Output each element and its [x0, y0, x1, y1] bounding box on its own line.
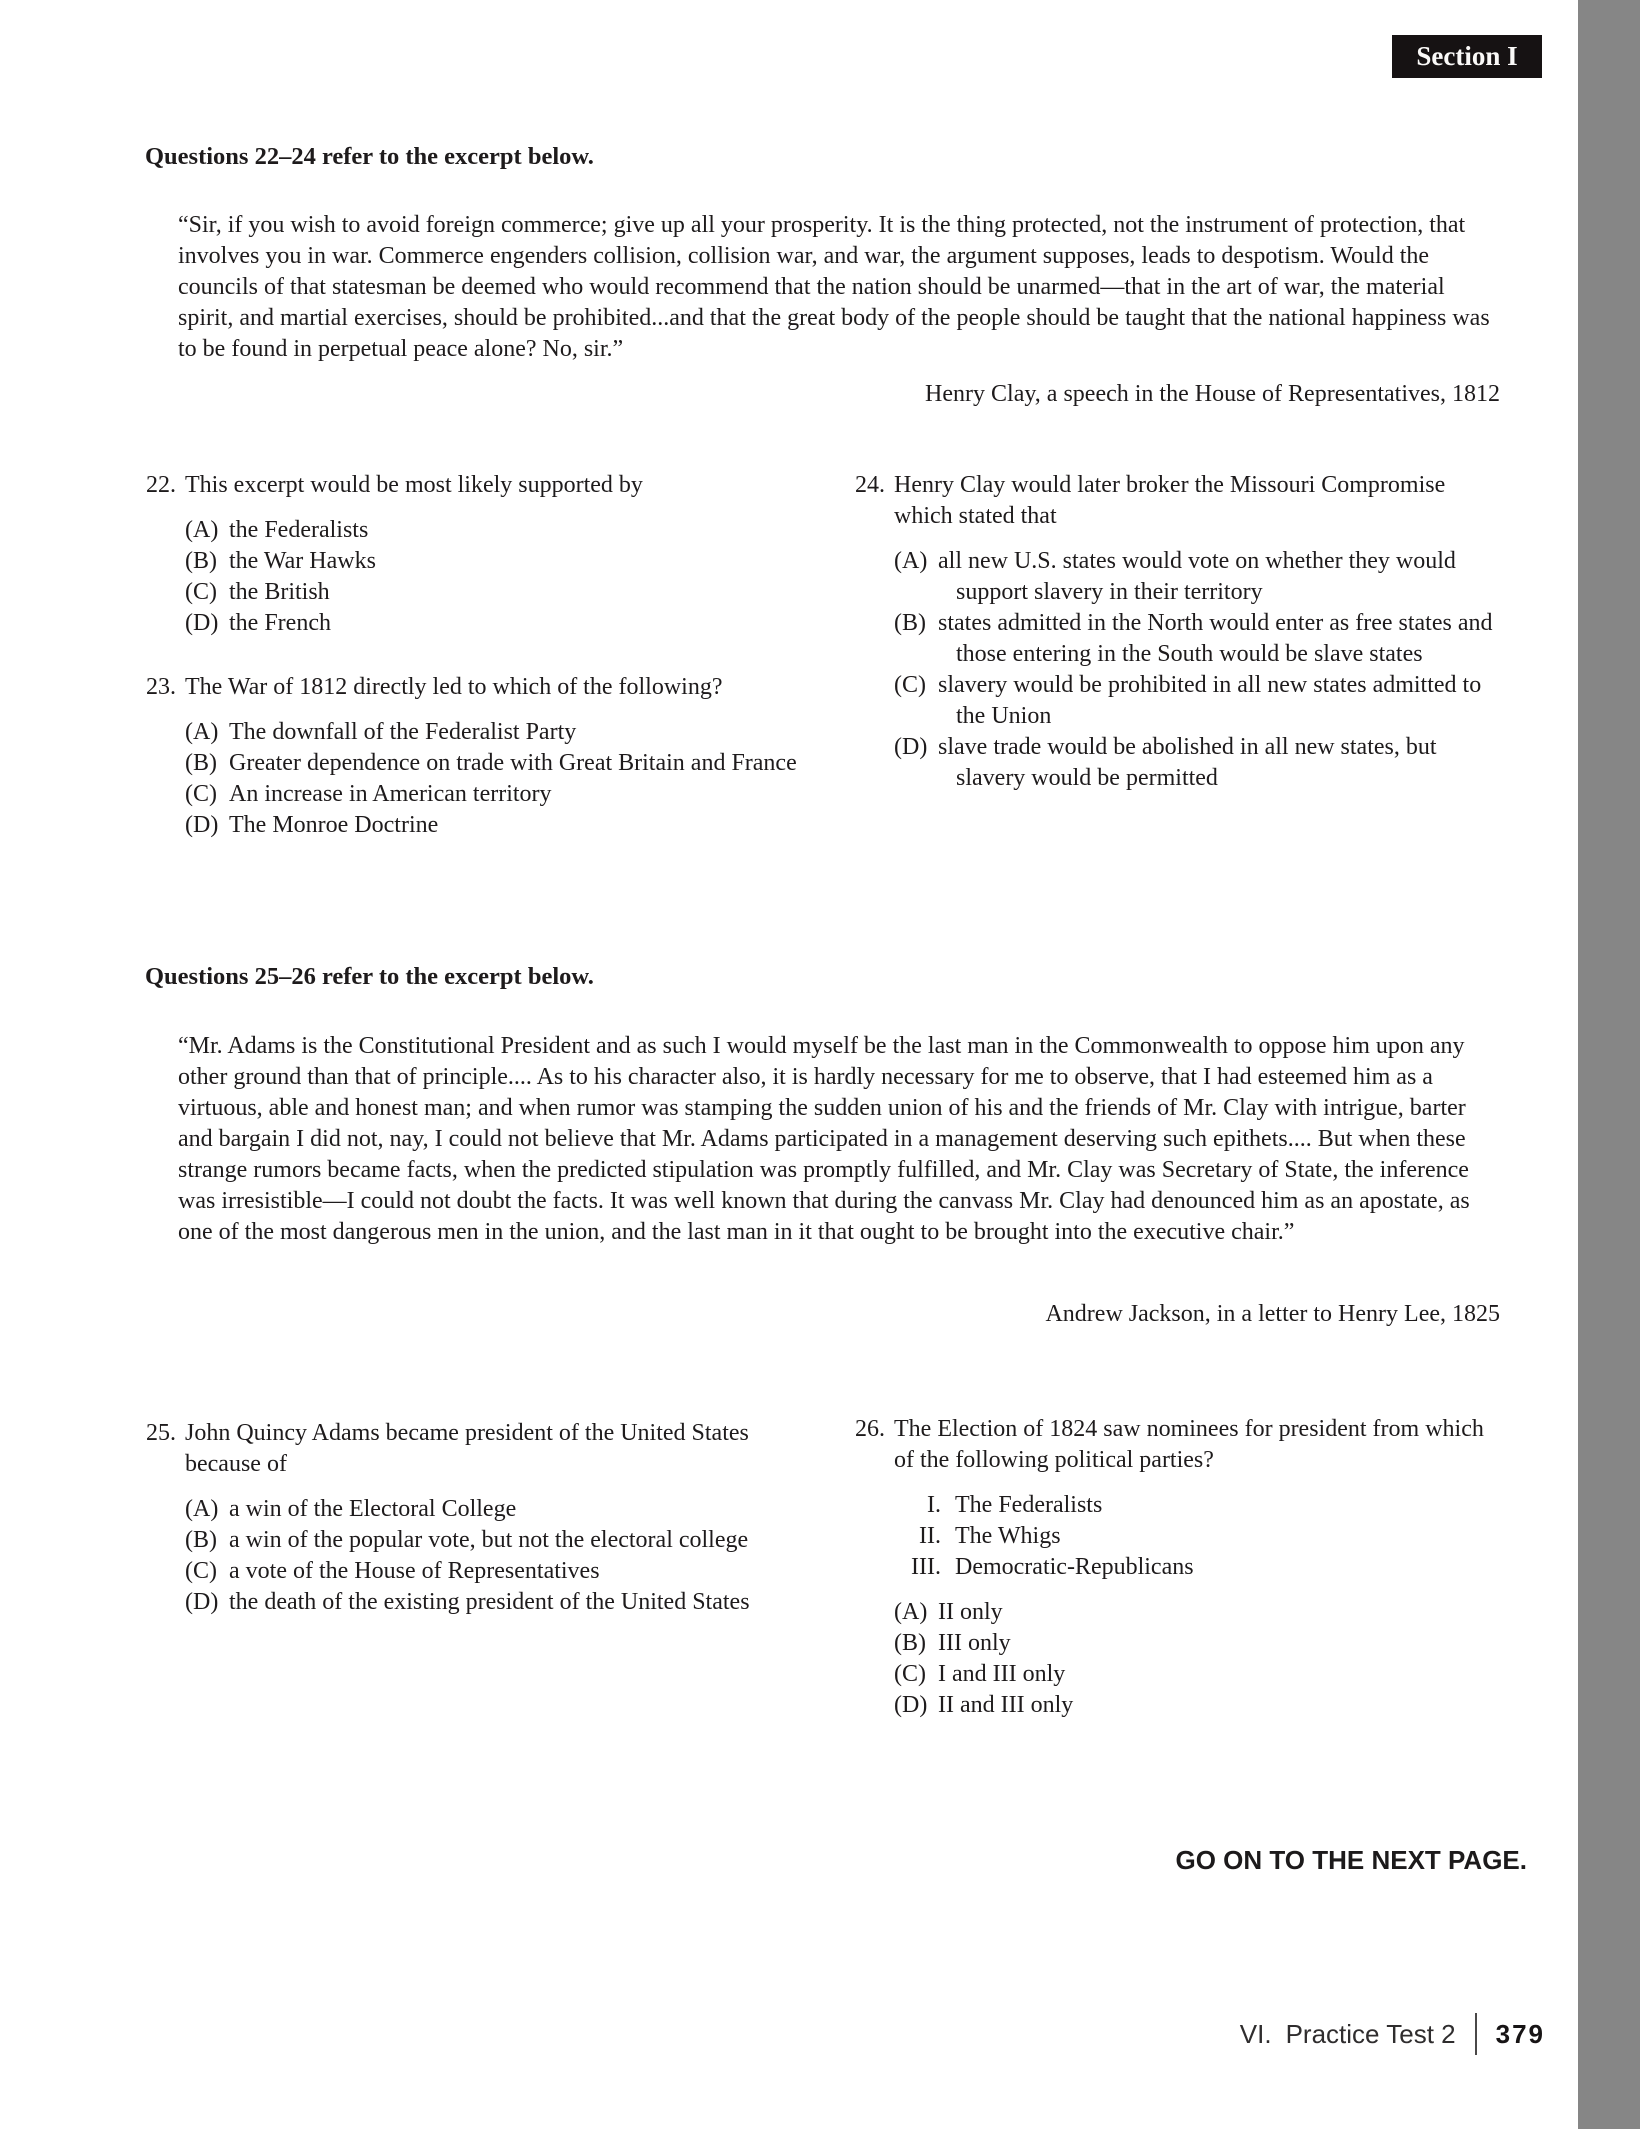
choice-label: (D): [185, 610, 219, 636]
answer-choice-c: [185, 577, 801, 608]
choice-text: Greater dependence on trade with Great Britain and France: [229, 750, 797, 776]
passage-2-heading: Questions 25–26 refer to the excerpt below.: [145, 963, 594, 990]
choice-label: (B): [185, 548, 217, 574]
roman-numeral: III.: [911, 1554, 941, 1580]
choice-label: (D): [185, 1589, 219, 1615]
footer-divider: [1475, 2013, 1477, 2055]
question-24-choices: [894, 546, 1503, 794]
question-stem: Henry Clay would later broker the Missouri Compromise which stated that: [894, 472, 1446, 529]
question-25-choices: [185, 1494, 804, 1618]
question-22-choices: [185, 515, 801, 639]
choice-label: (B): [894, 1630, 926, 1656]
answer-choice-b: [185, 1525, 804, 1556]
passage-2-excerpt: “Mr. Adams is the Constitutional President and as such I would myself be the last man in the Commonwealth to oppose him upon any other ground than that of principle.... As to his character also, it is hardly necessary for me to observe, that I had esteemed him as a virtuous, able and honest man; and when rumor was stamping the sudden union of his and the friends of Mr. Clay with intrigue, barter and bargain I did not, nay, I could not believe that Mr. Adams participated in a management deserving such epithets.... But when these strange rumors became facts, when the predicted stipulation was promptly fulfilled, and Mr. Clay was Secretary of State, the inference was irresistible—I could not doubt the facts. It was well known that during the canvass Mr. Clay had denounced him as an apostate, as one of the most dangerous men in the union, and the last man in it that ought to be brought into the executive chair.”: [178, 1033, 1470, 1245]
passage-2-attribution: Andrew Jackson, in a letter to Henry Lee, 1825: [1045, 1301, 1500, 1327]
answer-choice-a: [185, 515, 801, 546]
choice-text: all new U.S. states would vote on whether they would support slavery in their territory: [938, 548, 1456, 605]
choice-text: The downfall of the Federalist Party: [229, 719, 577, 745]
question-25-head: [146, 1418, 804, 1480]
roman-numeral: II.: [919, 1523, 941, 1549]
footer-page-number: 379: [1495, 2018, 1545, 2049]
question-number: 24.: [855, 472, 885, 498]
passage-1-excerpt: “Sir, if you wish to avoid foreign commerce; give up all your prosperity. It is the thing protected, not the instrument of protection, that involves you in war. Commerce engenders collision, collision war, and war, the argument supposes, leads to despotism. Would the councils of that statesman be deemed who would recommend that the nation should be unarmed—that in the art of war, the material spirit, and martial exercises, should be prohibited...and that the great body of the people should be taught that the national happiness was to be found in perpetual peace alone? No, sir.”: [178, 212, 1490, 362]
question-22: [146, 470, 801, 639]
question-26: [855, 1414, 1503, 1721]
choice-label: (A): [185, 719, 219, 745]
question-23: [146, 672, 801, 841]
choice-text: slave trade would be abolished in all new states, but slavery would be permitted: [938, 734, 1437, 791]
choice-label: (A): [185, 517, 219, 543]
question-25: [146, 1418, 804, 1618]
answer-choice-d: [894, 1690, 1503, 1721]
answer-choice-a: [894, 546, 1503, 608]
answer-choice-d: [894, 732, 1503, 794]
choice-text: II only: [938, 1599, 1003, 1625]
choice-label: (B): [185, 1527, 217, 1553]
choice-text: slavery would be prohibited in all new states admitted to the Union: [938, 672, 1482, 729]
question-stem: The War of 1812 directly led to which of the following?: [185, 674, 723, 700]
question-22-head: [146, 470, 801, 501]
go-on-instruction: GO ON TO THE NEXT PAGE.: [1175, 1845, 1527, 1875]
answer-choice-a: [185, 1494, 804, 1525]
passage-1-attribution: Henry Clay, a speech in the House of Representatives, 1812: [925, 381, 1500, 407]
roman-text: Democratic-Republicans: [955, 1554, 1194, 1580]
question-26-head: [855, 1414, 1503, 1476]
choice-text: a win of the popular vote, but not the electoral college: [229, 1527, 749, 1553]
choice-label: (D): [185, 812, 219, 838]
question-26-roman-list: [855, 1490, 1503, 1583]
page-edge-bleed-strip: [1578, 0, 1640, 2129]
question-24: [855, 470, 1503, 794]
choice-label: (A): [894, 548, 928, 574]
choice-text: states admitted in the North would enter as free states and those entering in the South would be slave states: [938, 610, 1493, 667]
choice-text: a vote of the House of Representatives: [229, 1558, 600, 1584]
roman-item-3: [855, 1552, 1503, 1583]
choice-text: II and III only: [938, 1692, 1074, 1718]
answer-choice-b: [894, 608, 1503, 670]
choice-label: (A): [185, 1496, 219, 1522]
question-23-choices: [185, 717, 801, 841]
choice-label: (B): [894, 610, 926, 636]
choice-label: (D): [894, 734, 928, 760]
choice-label: (C): [894, 672, 926, 698]
roman-text: The Whigs: [955, 1523, 1061, 1549]
question-number: 26.: [855, 1416, 885, 1442]
page-footer: [1240, 2013, 1545, 2055]
choice-text: III only: [938, 1630, 1011, 1656]
choice-text: a win of the Electoral College: [229, 1496, 517, 1522]
answer-choice-b: [185, 546, 801, 577]
choice-label: (C): [185, 579, 217, 605]
answer-choice-a: [185, 717, 801, 748]
answer-choice-c: [185, 779, 801, 810]
passage-1-heading: Questions 22–24 refer to the excerpt below.: [145, 143, 594, 170]
choice-text: the War Hawks: [229, 548, 376, 574]
answer-choice-b: [185, 748, 801, 779]
section-badge-label: Section I: [1416, 41, 1518, 71]
roman-item-2: [855, 1521, 1503, 1552]
choice-text: An increase in American territory: [229, 781, 552, 807]
roman-numeral: I.: [927, 1492, 941, 1518]
footer-chapter: VI.: [1239, 2018, 1272, 2049]
choice-label: (B): [185, 750, 217, 776]
choice-text: The Monroe Doctrine: [229, 812, 439, 838]
question-stem: This excerpt would be most likely supported by: [185, 472, 643, 498]
choice-text: the Federalists: [229, 517, 369, 543]
question-number: 25.: [146, 1420, 176, 1446]
section-badge: [1392, 35, 1542, 78]
roman-item-1: [855, 1490, 1503, 1521]
answer-choice-d: [185, 810, 801, 841]
choice-label: (A): [894, 1599, 928, 1625]
choice-label: (D): [894, 1692, 928, 1718]
choice-text: the French: [229, 610, 331, 636]
question-26-choices: [894, 1597, 1503, 1721]
question-number: 23.: [146, 674, 176, 700]
roman-text: The Federalists: [955, 1492, 1103, 1518]
answer-choice-b: [894, 1628, 1503, 1659]
choice-label: (C): [894, 1661, 926, 1687]
question-23-head: [146, 672, 801, 703]
answer-choice-a: [894, 1597, 1503, 1628]
answer-choice-c: [894, 1659, 1503, 1690]
choice-text: the death of the existing president of the United States: [229, 1589, 750, 1615]
answer-choice-c: [894, 670, 1503, 732]
choice-label: (C): [185, 781, 217, 807]
question-24-head: [855, 470, 1503, 532]
choice-text: I and III only: [938, 1661, 1066, 1687]
choice-text: the British: [229, 579, 330, 605]
answer-choice-c: [185, 1556, 804, 1587]
footer-title: Practice Test 2: [1285, 2018, 1456, 2049]
answer-choice-d: [185, 608, 801, 639]
question-number: 22.: [146, 472, 176, 498]
answer-choice-d: [185, 1587, 804, 1618]
question-stem: John Quincy Adams became president of the United States because of: [185, 1420, 749, 1477]
question-stem: The Election of 1824 saw nominees for president from which of the following political parties?: [894, 1416, 1484, 1473]
choice-label: (C): [185, 1558, 217, 1584]
